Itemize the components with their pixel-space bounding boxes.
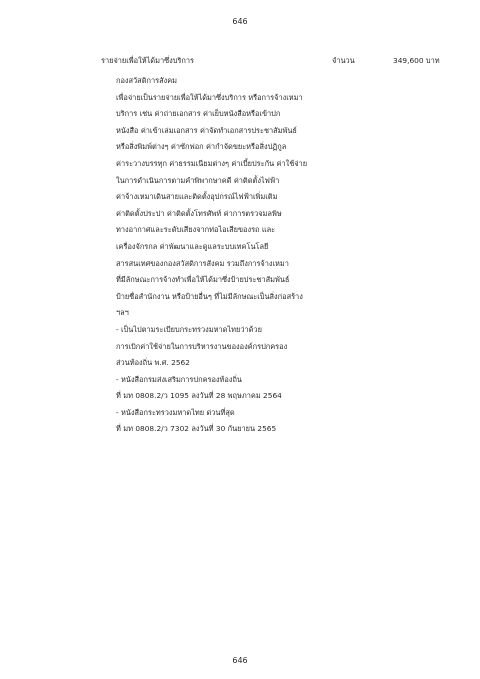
description-line: หนังสือ ค่าเข้าเล่มเอกสาร ค่าจัดทำเอกสารประชาสัมพันธ์ bbox=[116, 125, 297, 135]
reference-line: - หนังสือกระทรวงมหาดไทย ด่วนที่สุด bbox=[116, 407, 235, 417]
description-line: สารสนเทศของกองสวัสดิการสังคม รวมถึงการจ้างเหมา bbox=[116, 258, 289, 268]
description-line: ที่มีลักษณะการจ้างทำเพื่อให้ได้มาซึ่งป้ายประชาสัมพันธ์ bbox=[116, 275, 290, 285]
description-line: ค่าจ้างเหมาเดินสายและติดตั้งอุปกรณ์ไฟฟ้าเพิ่มเติม bbox=[116, 192, 278, 202]
description-line: ป้ายชื่อสำนักงาน หรือป้ายอื่นๆ ที่ไม่มีลักษณะเป็นสิ่งก่อสร้าง bbox=[116, 291, 303, 301]
reference-line: การเบิกค่าใช้จ่ายในการบริหารงานขององค์กรปกครอง bbox=[116, 341, 288, 351]
item-title: รายจ่ายเพื่อให้ได้มาซึ่งบริการ bbox=[101, 56, 194, 65]
description-line: เครื่องจักรกล ค่าพัฒนาและดูแลระบบเทคโนโลยี bbox=[116, 241, 269, 251]
department-name: กองสวัสดิการสังคม bbox=[116, 76, 178, 85]
description-line: ฯลฯ bbox=[116, 308, 129, 318]
page-number-top: 646 bbox=[232, 17, 248, 26]
description-line: ในการดำเนินการตามคำพิพากษาคดี ค่าติดตั้งไฟฟ้า bbox=[116, 175, 280, 185]
reference-line: ที่ มท 0808.2/ว 7302 ลงวันที่ 30 กันยายน 2565 bbox=[116, 424, 277, 434]
description-line: เพื่อจ่ายเป็นรายจ่ายเพื่อให้ได้มาซึ่งบริการ หรือการจ้างเหมา bbox=[116, 92, 303, 102]
reference-line: - หนังสือกรมส่งเสริมการปกครองท้องถิ่น bbox=[116, 374, 242, 384]
amount-label: จำนวน bbox=[332, 56, 355, 65]
description-line: บริการ เช่น ค่าถ่ายเอกสาร ค่าเย็บหนังสือหรือเข้าปก bbox=[116, 109, 281, 119]
amount-value: 349,600 บาท bbox=[393, 56, 440, 65]
page-number-bottom: 646 bbox=[232, 656, 248, 665]
reference-line: ส่วนท้องถิ่น พ.ศ. 2562 bbox=[116, 358, 190, 368]
reference-line: ที่ มท 0808.2/ว 1095 ลงวันที่ 28 พฤษภาคม 2564 bbox=[116, 391, 282, 401]
description-line: ค่าระวางบรรทุก ค่าธรรมเนียมต่างๆ ค่าเบี้ยประกัน ค่าใช้จ่าย bbox=[116, 158, 308, 168]
description-line: ค่าติดตั้งประปา ค่าติดตั้งโทรศัพท์ ค่าการตรวจมลพิษ bbox=[116, 208, 282, 218]
reference-line: - เป็นไปตามระเบียบกระทรวงมหาดไทยว่าด้วย bbox=[116, 324, 262, 334]
description-line: หรือสิ่งพิมพ์ต่างๆ ค่าซักฟอก ค่ากำจัดขยะหรือสิ่งปฏิกูล bbox=[116, 142, 287, 152]
description-line: ทางอากาศและระดับเสียงจากท่อไอเสียของรถ และ bbox=[116, 225, 276, 235]
item-description bbox=[116, 73, 307, 438]
